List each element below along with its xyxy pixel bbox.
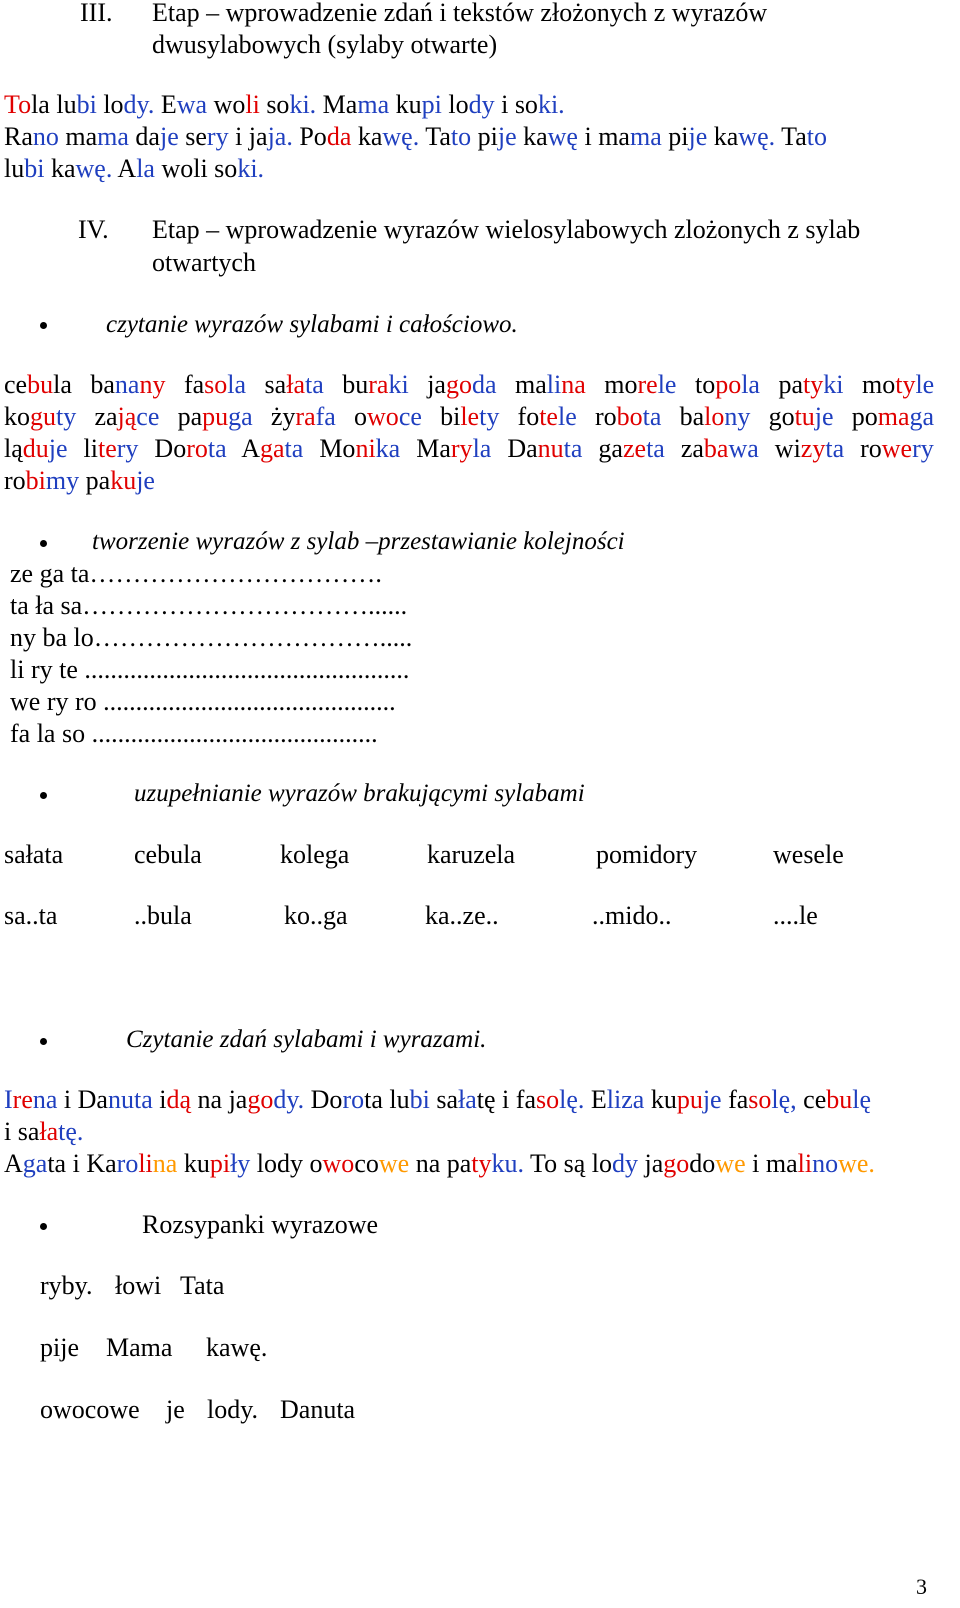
syllable: ku — [110, 466, 137, 495]
syllable: Ma — [416, 434, 451, 463]
syllable: za — [621, 1085, 645, 1114]
syllable: Ra — [4, 122, 33, 151]
syllable: te — [539, 402, 558, 431]
syllable: bi — [25, 466, 46, 495]
syllable: le — [460, 402, 480, 431]
syllable: To — [524, 1149, 564, 1178]
full-word: sałata — [4, 840, 64, 869]
syllable: du — [22, 434, 49, 463]
syllable: bi — [409, 1085, 430, 1114]
syllable: so — [204, 370, 228, 399]
syllable: wo — [154, 154, 194, 183]
syllable: ja — [427, 370, 446, 399]
syllable: le — [557, 402, 595, 431]
syllable: ta — [207, 434, 242, 463]
syllable: ra — [368, 370, 389, 399]
syllable-item: ta ła sa……………………………...... — [10, 591, 408, 620]
syllable: Do — [154, 434, 187, 463]
syllable: o — [354, 402, 368, 431]
syllable: tę. — [58, 1117, 84, 1146]
gap-word: ..mido.. — [592, 901, 672, 930]
sentence-line — [4, 1085, 871, 1115]
section3-heading-line2: dwusylabowych (sylaby otwarte) — [152, 30, 498, 59]
syllable: ta — [563, 434, 599, 463]
syllable: tę — [476, 1085, 496, 1114]
syllable: pa — [446, 1149, 472, 1178]
scrambled-word: pije — [40, 1333, 79, 1362]
syllable: ce — [4, 370, 28, 399]
syllable: pa — [177, 402, 203, 431]
syllable: ty — [56, 402, 95, 431]
scrambled-word: lody. — [207, 1395, 259, 1424]
section4-heading-line2: otwartych — [152, 248, 256, 277]
syllable: i — [4, 1117, 18, 1146]
syllable: ka — [707, 122, 739, 151]
syllable: we — [715, 1149, 746, 1178]
syllable: ka — [375, 434, 417, 463]
syllable: ka — [351, 122, 383, 151]
syllable: li — [245, 90, 260, 119]
syllable: do — [689, 1149, 716, 1178]
syllable: i — [57, 1085, 78, 1114]
syllable: ny — [724, 402, 769, 431]
syllable: tu — [794, 402, 815, 431]
syllable: nu — [107, 1085, 134, 1114]
syllable: ta — [364, 1085, 383, 1114]
syllable: wę — [547, 122, 578, 151]
syllable: lo — [704, 402, 725, 431]
syllable: i — [494, 90, 515, 119]
syllable: se — [178, 122, 207, 151]
syllable: ta — [642, 402, 680, 431]
syllable: we. — [838, 1149, 875, 1178]
syllable: ro — [594, 402, 617, 431]
syllable: ry — [450, 434, 473, 463]
syllable: bi — [440, 402, 461, 431]
bullet1-text: czytanie wyrazów sylabami i całościowo. — [106, 311, 518, 338]
syllable: na — [32, 1085, 58, 1114]
syllable: ma — [515, 370, 547, 399]
syllable: ty — [471, 1149, 492, 1178]
syllable: ma — [58, 122, 98, 151]
syllable: ni — [355, 434, 376, 463]
syllable: sa — [17, 1117, 40, 1146]
syllable: ła — [458, 1085, 477, 1114]
section3-numeral: III. — [80, 0, 113, 27]
syllable: fa — [721, 1085, 749, 1114]
syllable: dy — [612, 1149, 639, 1178]
syllable: pi — [661, 122, 689, 151]
syllable: ma — [97, 122, 129, 151]
syllable: gu — [30, 402, 56, 431]
scrambled-word: Tata — [180, 1271, 225, 1300]
bullet4-text: Czytanie zdań sylabami i wyrazami. — [126, 1026, 487, 1053]
syllable: I — [4, 1085, 13, 1114]
syllable: Ka — [86, 1149, 117, 1178]
syllable: so — [259, 90, 290, 119]
syllable-item: we ry ro ............................................. — [10, 687, 396, 716]
syllable: je — [497, 122, 517, 151]
section3-heading-line1: Etap – wprowadzenie zdań i tekstów złożonych z wyrazów — [152, 0, 768, 27]
syllable: pu — [202, 402, 229, 431]
bullet-dot — [40, 792, 47, 799]
syllable: go — [445, 370, 472, 399]
syllable: fa — [183, 370, 205, 399]
syllable: te — [97, 434, 117, 463]
syllable: Mo — [319, 434, 356, 463]
syllable: ze — [622, 434, 647, 463]
gap-word: ..bula — [134, 901, 192, 930]
syllable: go — [663, 1149, 690, 1178]
scrambled-word: łowi — [115, 1271, 162, 1300]
syllable: la — [53, 370, 91, 399]
syllable: Ta — [419, 122, 451, 151]
bullet-dot — [40, 1038, 47, 1045]
syllable: lo — [591, 1149, 613, 1178]
syllable: da — [128, 122, 160, 151]
words-line — [4, 370, 934, 400]
sentence-line — [4, 1149, 875, 1179]
syllable: ki. — [537, 90, 565, 119]
syllable: ga — [260, 434, 285, 463]
syllable: ba — [679, 402, 705, 431]
syllable: lo — [96, 90, 124, 119]
syllable: ta — [47, 1149, 67, 1178]
syllable: wę. — [738, 122, 776, 151]
syllable: sa — [429, 1085, 459, 1114]
syllable: za — [94, 402, 118, 431]
syllable: A — [4, 1149, 23, 1178]
syllable: ro — [4, 466, 26, 495]
syllable: we — [881, 434, 913, 463]
words-line — [4, 466, 155, 496]
syllable: li — [138, 1149, 153, 1178]
full-word: kolega — [280, 840, 350, 869]
syllable: wa — [176, 90, 208, 119]
syllable: i ma — [745, 1149, 798, 1178]
bullet5-text: Rozsypanki wyrazowe — [142, 1210, 379, 1239]
syllable: lą — [4, 434, 23, 463]
syllable: bu — [27, 370, 54, 399]
syllable: lę. — [559, 1085, 585, 1114]
syllable: we — [378, 1149, 410, 1178]
syllable: ka — [516, 122, 548, 151]
syllable: ga — [228, 402, 271, 431]
syllable: la — [227, 370, 265, 399]
syllable: dy. — [123, 90, 155, 119]
syllable: re — [637, 370, 658, 399]
syllable: ga — [909, 402, 935, 431]
gap-word: ka..ze.. — [425, 901, 499, 930]
syllable: wo — [367, 402, 399, 431]
syllable: ta — [284, 434, 320, 463]
syllable: ku. — [491, 1149, 525, 1178]
syllable: ro — [860, 434, 882, 463]
syllable: ko — [4, 402, 30, 431]
gap-word: sa..ta — [4, 901, 58, 930]
syllable: nu — [537, 434, 564, 463]
syllable: mo — [861, 370, 896, 399]
syllable: dy — [277, 1149, 304, 1178]
sentence-line — [4, 1117, 83, 1147]
syllable: Ta — [775, 122, 807, 151]
bullet-dot — [40, 322, 47, 329]
syllable: i — [66, 1149, 87, 1178]
syllable: ro — [116, 1149, 139, 1178]
syllable: pa — [778, 370, 804, 399]
syllable: zy — [800, 434, 826, 463]
syllable: je — [159, 122, 179, 151]
syllable: ce — [796, 1085, 827, 1114]
syllable: la — [741, 370, 779, 399]
syllable: to — [806, 122, 827, 151]
syllable: pa — [85, 466, 111, 495]
syllable: ży — [270, 402, 296, 431]
syllable: je — [48, 434, 84, 463]
syllable: i — [495, 1085, 516, 1114]
syllable: i ma — [577, 122, 630, 151]
syllable: my — [45, 466, 86, 495]
syllable-item: ze ga ta……………………………. — [10, 559, 382, 588]
syllable: ny — [139, 370, 184, 399]
syllable: pi — [421, 90, 442, 119]
syllable: ty — [803, 370, 824, 399]
syllable: go — [247, 1085, 274, 1114]
syllable: li — [83, 434, 98, 463]
syllable: ja. — [267, 122, 293, 151]
syllable: no — [32, 122, 59, 151]
syllable: fa — [315, 402, 355, 431]
syllable: lo — [250, 1149, 278, 1178]
bullet-dot — [40, 1223, 47, 1230]
syllable: E — [154, 90, 177, 119]
syllable: A — [112, 154, 137, 183]
syllable: co — [354, 1149, 379, 1178]
syllable: za — [680, 434, 704, 463]
syllable: go — [768, 402, 795, 431]
syllable: wę. — [75, 154, 113, 183]
syllable-item: ny ba lo……………………………..... — [10, 623, 413, 652]
syllable: Ma — [316, 90, 358, 119]
syllable: ga — [22, 1149, 48, 1178]
syllable: ga — [598, 434, 623, 463]
full-word: cebula — [134, 840, 202, 869]
syllable: la lu — [31, 90, 77, 119]
syllable: To — [4, 90, 32, 119]
syllable: ba — [703, 434, 729, 463]
syllable: dą — [166, 1085, 192, 1114]
syllable: ry — [116, 434, 155, 463]
syllable: ty — [479, 402, 518, 431]
full-word: pomidory — [596, 840, 698, 869]
text1-line — [4, 154, 264, 184]
syllable: lę — [852, 1085, 872, 1114]
syllable: li — [797, 1149, 813, 1178]
full-word: wesele — [773, 840, 844, 869]
syllable: li so — [193, 154, 238, 183]
bullet3-text: uzupełnianie wyrazów brakującymi sylabami — [134, 780, 585, 807]
syllable: bo — [616, 402, 643, 431]
syllable: po — [851, 402, 878, 431]
syllable: ła — [286, 370, 305, 399]
syllable: Po — [292, 122, 327, 151]
syllable: no — [812, 1149, 839, 1178]
syllable: da — [326, 122, 352, 151]
syllable: pu — [676, 1085, 703, 1114]
syllable: mo — [604, 370, 638, 399]
syllable: lu — [4, 154, 25, 183]
syllable: so — [514, 90, 538, 119]
bullet-dot — [40, 540, 47, 547]
syllable: ro — [342, 1085, 365, 1114]
syllable: fo — [517, 402, 540, 431]
syllable: ki — [823, 370, 862, 399]
syllable: bu — [826, 1085, 853, 1114]
syllable: ją — [117, 402, 137, 431]
syllable: lę, — [771, 1085, 797, 1114]
syllable: ro — [186, 434, 208, 463]
syllable: je — [702, 1085, 722, 1114]
syllable: to — [450, 122, 472, 151]
syllable: na — [191, 1085, 229, 1114]
syllable: li — [606, 1085, 622, 1114]
syllable: ma — [629, 122, 662, 151]
syllable: wa — [728, 434, 775, 463]
syllable: da — [471, 370, 515, 399]
syllable: la — [136, 154, 155, 183]
syllable: ta — [825, 434, 861, 463]
gap-word: ....le — [773, 901, 818, 930]
syllable: ce — [398, 402, 441, 431]
scrambled-word: kawę. — [206, 1333, 268, 1362]
syllable: bi — [24, 154, 45, 183]
syllable: ry — [206, 122, 229, 151]
syllable: lu — [382, 1085, 410, 1114]
syllable: ku — [644, 1085, 677, 1114]
syllable: ce — [136, 402, 178, 431]
syllable: ja — [228, 1085, 248, 1114]
syllable: na — [114, 370, 140, 399]
syllable: so — [535, 1085, 560, 1114]
syllable: je — [688, 122, 708, 151]
syllable: wo — [322, 1149, 355, 1178]
syllable: są — [563, 1149, 592, 1178]
section4-heading-line1: Etap – wprowadzenie wyrazów wielosylabowych zlożonych z sylab — [152, 215, 861, 244]
syllable: wo — [207, 90, 246, 119]
words-line — [4, 402, 934, 432]
syllable: Da — [507, 434, 538, 463]
syllable: ki — [388, 370, 428, 399]
syllable: ry — [912, 434, 934, 463]
syllable: fa — [515, 1085, 536, 1114]
syllable: ła — [39, 1117, 59, 1146]
syllable: le — [915, 370, 935, 399]
syllable: ty — [895, 370, 916, 399]
scrambled-word: Danuta — [280, 1395, 356, 1424]
syllable: la — [472, 434, 508, 463]
syllable: dy. — [273, 1085, 305, 1114]
syllable: ka — [44, 154, 76, 183]
syllable: je — [814, 402, 852, 431]
syllable: po — [715, 370, 742, 399]
syllable: pi — [471, 122, 498, 151]
syllable: na — [409, 1149, 447, 1178]
syllable: li — [546, 370, 562, 399]
syllable: ki. — [289, 90, 317, 119]
syllable: Do — [304, 1085, 343, 1114]
full-word: karuzela — [427, 840, 516, 869]
syllable: je — [136, 466, 155, 495]
syllable: ma — [877, 402, 910, 431]
syllable: to — [694, 370, 716, 399]
syllable: ły — [230, 1149, 251, 1178]
syllable: i ja — [228, 122, 268, 151]
syllable: ta — [304, 370, 343, 399]
syllable: i — [152, 1085, 167, 1114]
syllable: ja — [638, 1149, 664, 1178]
scrambled-word: owocowe — [40, 1395, 140, 1424]
syllable: re — [12, 1085, 33, 1114]
scrambled-word: ryby. — [40, 1271, 93, 1300]
syllable: pi — [209, 1149, 231, 1178]
scrambled-word: je — [166, 1395, 185, 1424]
syllable: Da — [77, 1085, 108, 1114]
syllable: ta — [133, 1085, 153, 1114]
syllable: bi — [76, 90, 97, 119]
syllable: na — [152, 1149, 178, 1178]
bullet2-text: tworzenie wyrazów z sylab –przestawianie kolejności — [92, 528, 625, 555]
text1-line — [4, 122, 827, 152]
page-number: 3 — [916, 1574, 927, 1599]
syllable: le — [657, 370, 695, 399]
gap-word: ko..ga — [284, 901, 348, 930]
syllable: dy — [468, 90, 495, 119]
syllable: ra — [295, 402, 316, 431]
syllable: so — [748, 1085, 772, 1114]
syllable: wi — [774, 434, 801, 463]
syllable: bu — [342, 370, 369, 399]
syllable: E — [584, 1085, 607, 1114]
syllable: wę. — [382, 122, 420, 151]
syllable: A — [241, 434, 260, 463]
syllable: ki. — [237, 154, 265, 183]
syllable: o — [303, 1149, 323, 1178]
text1-line — [4, 90, 565, 120]
scrambled-word: Mama — [106, 1333, 173, 1362]
syllable-item: fa la so ............................................ — [10, 719, 378, 748]
syllable: ta — [646, 434, 681, 463]
syllable: sa — [264, 370, 287, 399]
syllable: ku — [389, 90, 422, 119]
syllable: ku — [177, 1149, 210, 1178]
syllable: na — [561, 370, 605, 399]
words-line — [4, 434, 934, 464]
section4-numeral: IV. — [78, 215, 109, 244]
syllable: lo — [441, 90, 469, 119]
syllable-item: li ry te .................................................. — [10, 655, 410, 684]
syllable: ma — [357, 90, 390, 119]
syllable: ba — [90, 370, 115, 399]
